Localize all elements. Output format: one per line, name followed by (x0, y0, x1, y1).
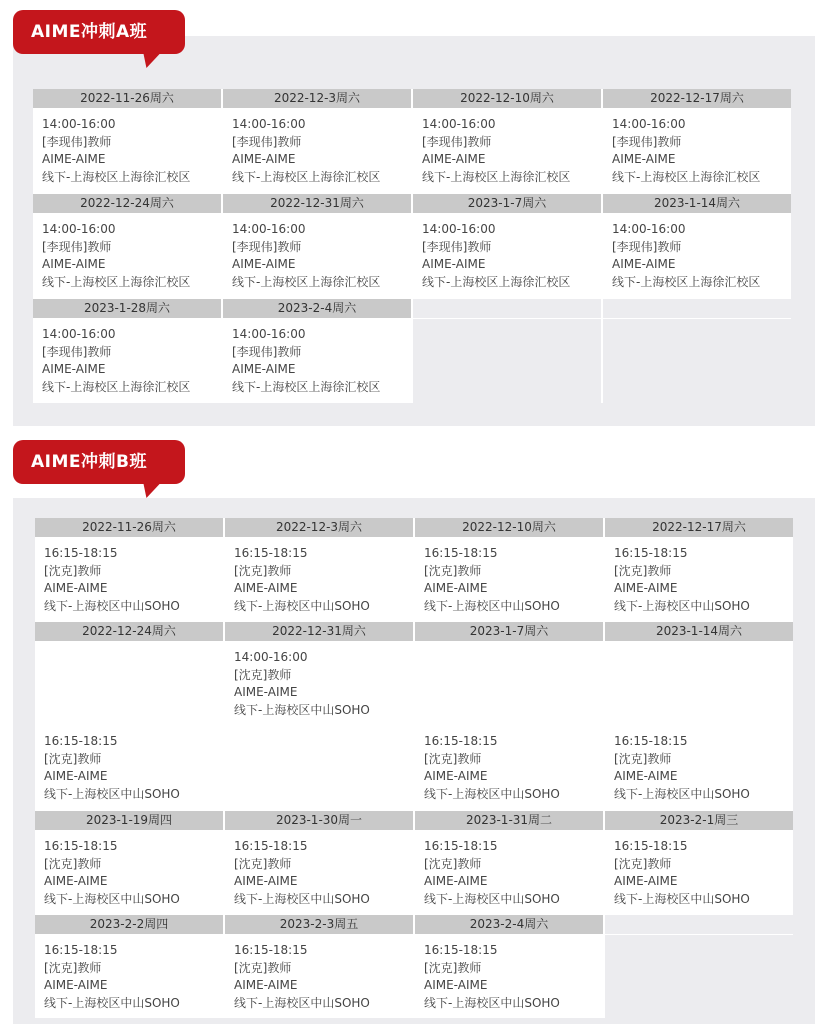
date-header: 2023-1-14周六 (603, 194, 791, 213)
session-cell (35, 538, 223, 621)
session-time: 14:00-16:00 (42, 117, 116, 131)
session-course: AIME-AIME (42, 152, 106, 166)
session-teacher: [沈克]教师 (614, 856, 672, 871)
date-header: 2022-12-10周六 (415, 518, 603, 537)
session-course: AIME-AIME (612, 257, 676, 271)
class-b-title: AIME冲刺B班 (31, 452, 147, 472)
session-time: 14:00-16:00 (422, 222, 496, 236)
class-b-title-tag (13, 440, 185, 484)
empty-slot (605, 915, 793, 934)
session-time: 16:15-18:15 (614, 734, 688, 748)
session-course: AIME-AIME (42, 362, 106, 376)
session-location: 线下-上海校区中山SOHO (424, 786, 560, 801)
session-time: 16:15-18:15 (424, 839, 498, 853)
session-time: 16:15-18:15 (614, 839, 688, 853)
session-cell (223, 214, 411, 298)
session-cell (33, 109, 221, 193)
session-course: AIME-AIME (234, 581, 298, 595)
session-location: 线下-上海校区中山SOHO (44, 598, 180, 613)
session-cell (35, 935, 223, 1018)
session-teacher: [沈克]教师 (44, 856, 102, 871)
session-teacher: [沈克]教师 (234, 563, 292, 578)
date-header: 2022-11-26周六 (35, 518, 223, 537)
session-course: AIME-AIME (234, 685, 298, 699)
session-cell (605, 642, 793, 725)
session-time: 16:15-18:15 (234, 943, 308, 957)
session-cell (225, 831, 413, 914)
session-location: 线下-上海校区中山SOHO (614, 891, 750, 906)
empty-slot (413, 319, 601, 403)
date-header: 2023-1-19周四 (35, 811, 223, 830)
session-cell (603, 214, 791, 298)
session-time: 14:00-16:00 (422, 117, 496, 131)
date-header: 2023-1-31周二 (415, 811, 603, 830)
session-time: 16:15-18:15 (424, 734, 498, 748)
empty-slot (603, 299, 791, 318)
session-time: 14:00-16:00 (232, 327, 306, 341)
session-course: AIME-AIME (44, 769, 108, 783)
session-time: 16:15-18:15 (424, 546, 498, 560)
session-cell (223, 319, 411, 403)
date-header: 2023-1-30周一 (225, 811, 413, 830)
session-course: AIME-AIME (232, 152, 296, 166)
session-cell (35, 831, 223, 914)
session-teacher: [沈克]教师 (44, 960, 102, 975)
date-header: 2023-2-3周五 (225, 915, 413, 934)
session-location: 线下-上海校区中山SOHO (424, 598, 560, 613)
class-a-schedule-table (33, 89, 791, 403)
session-location: 线下-上海校区上海徐汇校区 (42, 169, 191, 184)
date-header: 2023-1-7周六 (415, 622, 603, 641)
session-course: AIME-AIME (424, 874, 488, 888)
session-time: 14:00-16:00 (234, 650, 308, 664)
session-teacher: [李现伟]教师 (42, 134, 112, 149)
session-time: 16:15-18:15 (614, 546, 688, 560)
session-teacher: [沈克]教师 (614, 563, 672, 578)
session-time: 16:15-18:15 (44, 546, 118, 560)
session-cell (415, 538, 603, 621)
session-cell (415, 935, 603, 1018)
session-location: 线下-上海校区上海徐汇校区 (42, 274, 191, 289)
session-teacher: [沈克]教师 (234, 856, 292, 871)
session-location: 线下-上海校区中山SOHO (234, 891, 370, 906)
date-header: 2022-12-24周六 (35, 622, 223, 641)
session-time: 14:00-16:00 (42, 327, 116, 341)
session-cell (225, 642, 413, 725)
date-header: 2023-1-14周六 (605, 622, 793, 641)
session-location: 线下-上海校区上海徐汇校区 (422, 274, 571, 289)
session-time: 14:00-16:00 (612, 117, 686, 131)
session-location: 线下-上海校区中山SOHO (44, 995, 180, 1010)
session-cell (225, 726, 413, 810)
date-header: 2022-12-17周六 (603, 89, 791, 108)
date-header: 2023-2-1周三 (605, 811, 793, 830)
session-cell (413, 109, 601, 193)
session-cell (35, 726, 223, 810)
class-a-title: AIME冲刺A班 (31, 22, 148, 42)
session-teacher: [沈克]教师 (424, 563, 482, 578)
session-location: 线下-上海校区中山SOHO (424, 891, 560, 906)
session-teacher: [沈克]教师 (234, 960, 292, 975)
date-header: 2022-12-17周六 (605, 518, 793, 537)
date-header: 2022-12-24周六 (33, 194, 221, 213)
date-header: 2022-12-31周六 (223, 194, 411, 213)
session-location: 线下-上海校区中山SOHO (614, 786, 750, 801)
session-location: 线下-上海校区上海徐汇校区 (612, 169, 761, 184)
session-cell (413, 214, 601, 298)
class-b-schedule-table (35, 518, 793, 1018)
session-time: 16:15-18:15 (234, 839, 308, 853)
session-location: 线下-上海校区中山SOHO (234, 598, 370, 613)
session-location: 线下-上海校区上海徐汇校区 (42, 379, 191, 394)
date-header: 2023-2-2周四 (35, 915, 223, 934)
session-cell (605, 831, 793, 914)
session-teacher: [沈克]教师 (234, 667, 292, 682)
date-header: 2023-1-7周六 (413, 194, 601, 213)
date-header: 2023-2-4周六 (415, 915, 603, 934)
session-teacher: [李现伟]教师 (232, 239, 302, 254)
session-cell (605, 538, 793, 621)
session-teacher: [李现伟]教师 (422, 134, 492, 149)
session-course: AIME-AIME (234, 874, 298, 888)
session-time: 16:15-18:15 (44, 839, 118, 853)
session-course: AIME-AIME (44, 874, 108, 888)
empty-slot (603, 319, 791, 403)
session-course: AIME-AIME (422, 152, 486, 166)
session-cell (603, 109, 791, 193)
date-header: 2023-2-4周六 (223, 299, 411, 318)
session-course: AIME-AIME (44, 978, 108, 992)
session-location: 线下-上海校区中山SOHO (234, 995, 370, 1010)
session-course: AIME-AIME (424, 769, 488, 783)
session-course: AIME-AIME (424, 978, 488, 992)
session-time: 14:00-16:00 (232, 222, 306, 236)
session-course: AIME-AIME (614, 874, 678, 888)
session-course: AIME-AIME (422, 257, 486, 271)
session-cell (605, 726, 793, 810)
session-teacher: [沈克]教师 (424, 960, 482, 975)
session-course: AIME-AIME (232, 257, 296, 271)
session-location: 线下-上海校区上海徐汇校区 (612, 274, 761, 289)
session-location: 线下-上海校区上海徐汇校区 (232, 379, 381, 394)
session-course: AIME-AIME (44, 581, 108, 595)
session-teacher: [沈克]教师 (614, 751, 672, 766)
session-cell (35, 642, 223, 725)
session-location: 线下-上海校区中山SOHO (614, 598, 750, 613)
session-teacher: [李现伟]教师 (612, 134, 682, 149)
session-teacher: [李现伟]教师 (612, 239, 682, 254)
session-location: 线下-上海校区上海徐汇校区 (232, 274, 381, 289)
session-teacher: [沈克]教师 (44, 563, 102, 578)
session-location: 线下-上海校区中山SOHO (424, 995, 560, 1010)
date-header: 2022-12-31周六 (225, 622, 413, 641)
session-teacher: [沈克]教师 (424, 751, 482, 766)
session-location: 线下-上海校区中山SOHO (44, 891, 180, 906)
session-course: AIME-AIME (614, 769, 678, 783)
session-course: AIME-AIME (234, 978, 298, 992)
session-cell (415, 726, 603, 810)
session-cell (415, 831, 603, 914)
session-time: 14:00-16:00 (42, 222, 116, 236)
session-location: 线下-上海校区上海徐汇校区 (232, 169, 381, 184)
session-cell (33, 214, 221, 298)
session-time: 16:15-18:15 (44, 943, 118, 957)
session-location: 线下-上海校区中山SOHO (44, 786, 180, 801)
date-header: 2022-12-3周六 (225, 518, 413, 537)
session-time: 16:15-18:15 (234, 546, 308, 560)
session-teacher: [沈克]教师 (44, 751, 102, 766)
empty-slot (605, 935, 793, 1018)
session-teacher: [沈克]教师 (424, 856, 482, 871)
session-teacher: [李现伟]教师 (232, 344, 302, 359)
session-time: 16:15-18:15 (44, 734, 118, 748)
session-course: AIME-AIME (232, 362, 296, 376)
session-cell (33, 319, 221, 403)
session-cell (225, 538, 413, 621)
class-a-title-tag (13, 10, 185, 54)
session-cell (223, 109, 411, 193)
session-teacher: [李现伟]教师 (232, 134, 302, 149)
date-header: 2022-12-10周六 (413, 89, 601, 108)
session-teacher: [李现伟]教师 (42, 344, 112, 359)
session-course: AIME-AIME (424, 581, 488, 595)
session-teacher: [李现伟]教师 (422, 239, 492, 254)
session-location: 线下-上海校区中山SOHO (234, 702, 370, 717)
empty-slot (413, 299, 601, 318)
session-course: AIME-AIME (614, 581, 678, 595)
session-location: 线下-上海校区上海徐汇校区 (422, 169, 571, 184)
session-time: 14:00-16:00 (612, 222, 686, 236)
session-cell (415, 642, 603, 725)
session-time: 16:15-18:15 (424, 943, 498, 957)
date-header: 2023-1-28周六 (33, 299, 221, 318)
session-course: AIME-AIME (42, 257, 106, 271)
date-header: 2022-12-3周六 (223, 89, 411, 108)
session-cell (225, 935, 413, 1018)
date-header: 2022-11-26周六 (33, 89, 221, 108)
session-course: AIME-AIME (612, 152, 676, 166)
session-time: 14:00-16:00 (232, 117, 306, 131)
session-teacher: [李现伟]教师 (42, 239, 112, 254)
